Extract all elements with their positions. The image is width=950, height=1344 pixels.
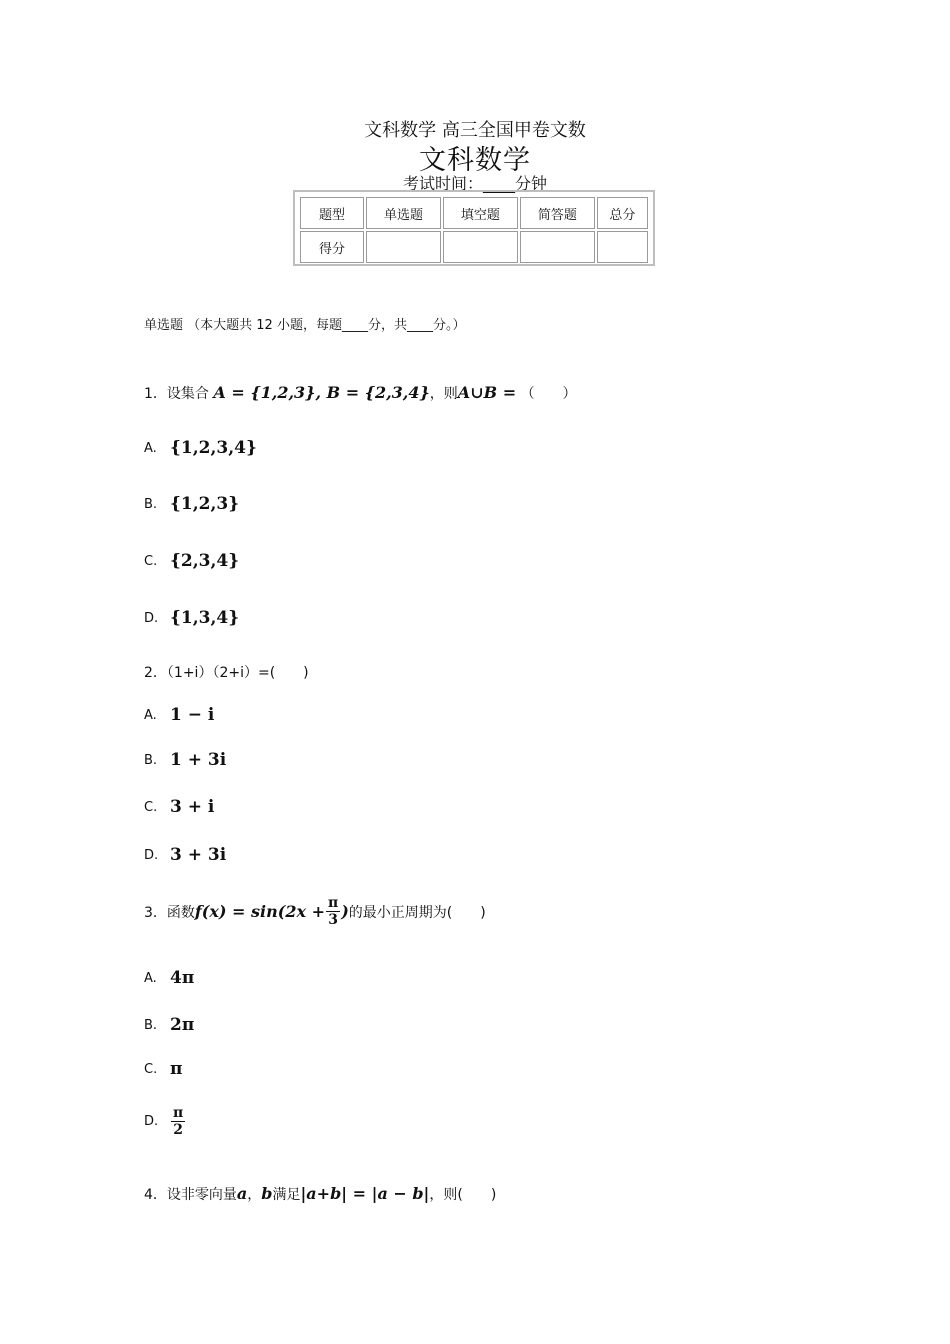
exam-time-blank: ____ [483, 174, 515, 193]
option-text: {1,2,3} [170, 494, 240, 514]
fraction-numerator: π [173, 1105, 184, 1121]
option-2c[interactable] [144, 797, 214, 817]
exam-time-prefix: 考试时间： [402, 174, 483, 193]
question-fraction [326, 896, 340, 927]
option-text: 3 + i [170, 797, 215, 817]
exam-time-suffix: 分钟 [515, 174, 548, 193]
question-text: 设非零向量 [166, 1187, 237, 1203]
option-3a[interactable] [144, 968, 194, 988]
fraction-denominator: 2 [173, 1122, 183, 1138]
question-number: 2． [144, 665, 167, 681]
question-math: |a+b| = |a − b| [300, 1184, 430, 1203]
score-cell [366, 231, 441, 263]
option-letter: A. [144, 707, 157, 723]
option-1b[interactable] [144, 494, 239, 514]
option-letter: A. [144, 440, 157, 456]
question-text: ，则( ) [429, 1187, 497, 1203]
question-number: 4． [144, 1187, 167, 1203]
section-heading: 单选题 （本大题共 12 小题，每题____分，共____分。） [144, 318, 466, 333]
score-table-header-row [300, 197, 648, 229]
question-math: ) [341, 902, 349, 921]
option-letter: D. [144, 847, 159, 863]
header-top-line: 文科数学 高三全国甲卷文数 [364, 120, 586, 141]
option-1a[interactable] [144, 438, 257, 458]
score-header-cell: 单选题 [366, 197, 441, 229]
option-letter: B. [144, 1017, 158, 1033]
question-text: 设集合 [166, 386, 209, 402]
option-2a[interactable] [144, 705, 214, 725]
question-text: （1+i）（2+i）=( ) [166, 665, 309, 681]
option-text: {1,3,4} [170, 608, 240, 628]
page-title: 文科数学 [419, 145, 531, 176]
question-text: 满足 [272, 1187, 301, 1203]
option-letter: C. [144, 799, 158, 815]
question-2 [144, 662, 309, 682]
score-header-cell: 题型 [300, 197, 364, 229]
option-3b[interactable] [144, 1015, 194, 1035]
option-text: 1 + 3i [170, 750, 227, 770]
option-3d[interactable] [144, 1106, 186, 1137]
question-text: ，则 [429, 386, 458, 402]
vector-a: a [236, 1184, 248, 1203]
option-letter: D. [144, 610, 159, 626]
option-text: 4π [170, 968, 195, 988]
option-letter: D. [144, 1114, 159, 1129]
question-text: 函数 [166, 904, 195, 921]
question-1 [144, 383, 577, 403]
question-number: 3． [144, 904, 167, 921]
score-cell [443, 231, 518, 263]
score-header-cell: 简答题 [520, 197, 595, 229]
answer-blank: （ ） [520, 386, 577, 402]
question-3 [144, 896, 486, 927]
option-3c[interactable] [144, 1059, 182, 1079]
option-text: 2π [170, 1015, 195, 1035]
question-math: f(x) = sin(2x + [194, 902, 325, 921]
option-1c[interactable] [144, 551, 239, 571]
option-text: π [170, 1059, 183, 1079]
score-table-score-row [300, 231, 648, 263]
score-cell [520, 231, 595, 263]
option-fraction [171, 1106, 185, 1137]
question-text: 的最小正周期为( ) [348, 904, 486, 921]
option-letter: B. [144, 496, 158, 512]
question-math: A = {1,2,3}, B = {2,3,4} [213, 383, 430, 402]
question-text: ， [247, 1187, 262, 1203]
score-header-cell: 总分 [597, 197, 648, 229]
option-letter: C. [144, 1061, 158, 1077]
vector-b: b [261, 1184, 273, 1203]
option-text: 1 − i [170, 705, 215, 725]
option-letter: A. [144, 970, 157, 986]
option-letter: B. [144, 752, 158, 768]
score-cell [597, 231, 648, 263]
option-text: {1,2,3,4} [170, 438, 257, 458]
option-1d[interactable] [144, 608, 239, 628]
option-2b[interactable] [144, 750, 226, 770]
score-header-cell: 填空题 [443, 197, 518, 229]
option-letter: C. [144, 553, 158, 569]
question-number: 1． [144, 386, 167, 402]
fraction-numerator: π [327, 895, 339, 911]
score-table [293, 190, 655, 266]
option-text: {2,3,4} [170, 551, 240, 571]
score-row-label: 得分 [300, 231, 364, 263]
option-text: 3 + 3i [170, 845, 227, 865]
question-4 [144, 1184, 496, 1204]
fraction-denominator: 3 [328, 912, 338, 928]
option-2d[interactable] [144, 845, 226, 865]
question-math: A∪B = [457, 383, 517, 402]
